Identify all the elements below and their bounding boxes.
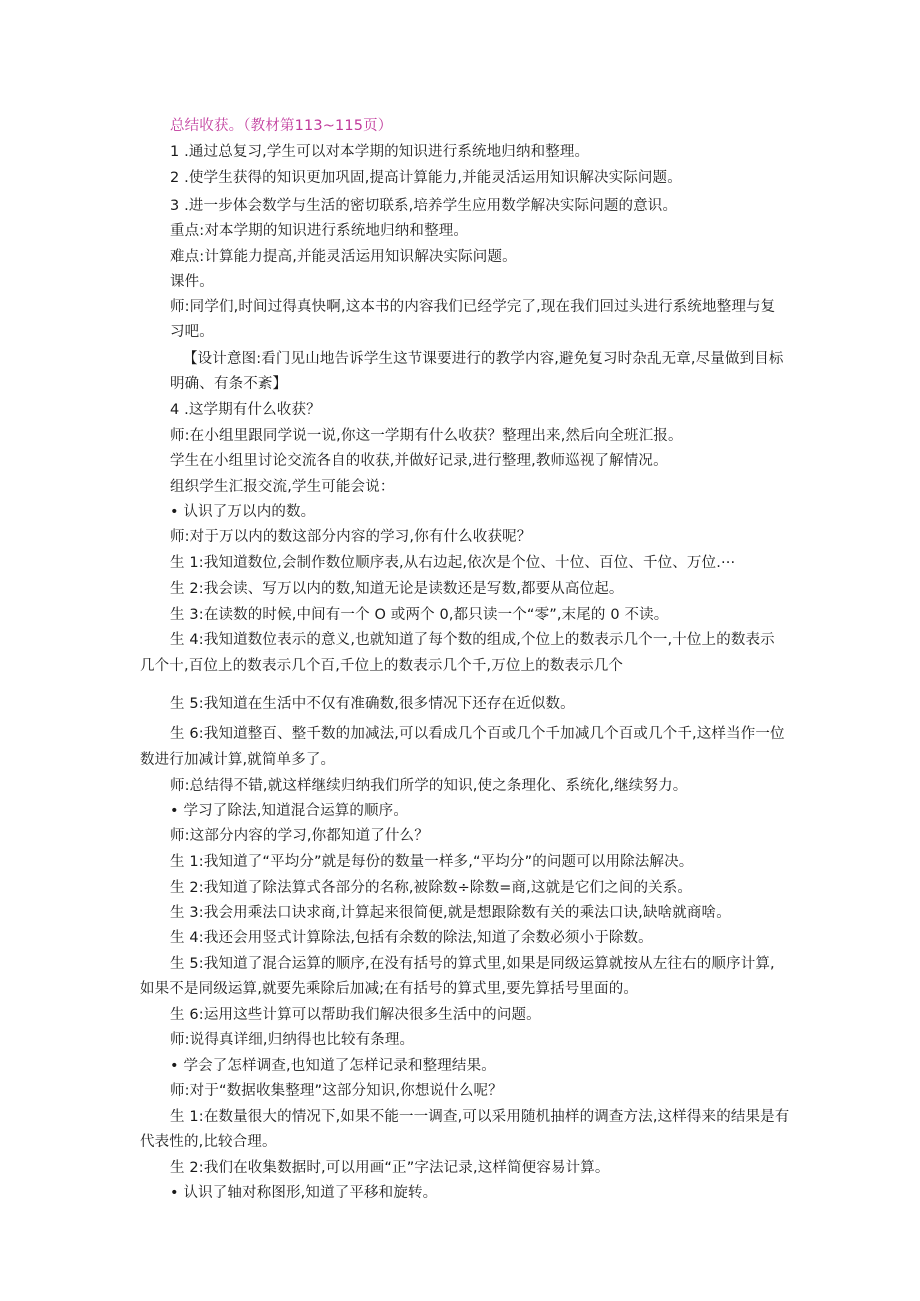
paragraph-line: 师:对于万以内的数这部分内容的学习,你有什么收获呢？ [170, 529, 532, 545]
objective-2: 2 .使学生获得的知识更加巩固,提高计算能力,并能灵活运用知识解决实际问题。 [170, 170, 682, 186]
paragraph-line: 数进行加减计算,就简单多了。 [140, 752, 336, 768]
paragraph-line: 习吧。 [170, 324, 214, 340]
materials: 课件。 [170, 274, 214, 290]
paragraph-line: 生 3:在读数的时候,中间有一个 O 或两个 0,都只读一个“零”,末尾的 0 不读。 [170, 607, 669, 623]
paragraph-line: 生 4:我知道数位表示的意义,也就知道了每个数的组成,个位上的数表示几个一,十位上的数表示 [170, 632, 775, 648]
paragraph-line: 生 1:我知道数位,会制作数位顺序表,从右边起,依次是个位、十位、百位、千位、万位.··· [170, 555, 736, 571]
paragraph-line: 代表性的,比较合理。 [140, 1134, 277, 1150]
paragraph-line: 几个十,百位上的数表示几个百,千位上的数表示几个千,万位上的数表示几个 [140, 658, 624, 674]
paragraph-line: 学生在小组里讨论交流各自的收获,并做好记录,进行整理,教师巡视了解情况。 [170, 453, 668, 469]
paragraph-line: 生 5:我知道了混合运算的顺序,在没有括号的算式里,如果是同级运算就按从左往右的顺序计算, [170, 956, 775, 972]
paragraph-line: 生 1:在数量很大的情况下,如果不能一一调查,可以采用随机抽样的调查方法,这样得来的结果是有 [170, 1109, 790, 1125]
design-intent: 【设计意图:看门见山地告诉学生这节课要进行的教学内容,避免复习时杂乱无章,尽量做到目标 [183, 351, 784, 367]
paragraph-line: 生 6:运用这些计算可以帮助我们解决很多生活中的问题。 [170, 1007, 541, 1023]
paragraph-line: 生 6:我知道整百、整千数的加减法,可以看成几个百或几个千加减几个百或几个千,这样当作一位 [170, 726, 785, 742]
paragraph-line: 师:说得真详细,归纳得也比较有条理。 [170, 1032, 415, 1048]
paragraph-line: 组织学生汇报交流,学生可能会说： [170, 479, 395, 495]
paragraph-line: 生 5:我知道在生活中不仅有准确数,很多情况下还存在近似数。 [170, 696, 575, 712]
paragraph-line: 生 2:我知道了除法算式各部分的名称,被除数÷除数=商,这就是它们之间的关系。 [170, 880, 693, 896]
objective-4: 4 .这学期有什么收获？ [170, 402, 321, 418]
objective-3: 3 .进一步体会数学与生活的密切联系,培养学生应用数学解决实际问题的意识。 [170, 198, 678, 214]
paragraph-line: 师:同学们,时间过得真快啊,这本书的内容我们已经学完了,现在我们回过头进行系统地整理与复 [170, 299, 776, 315]
bullet-item: • 认识了轴对称图形,知道了平移和旋转。 [170, 1185, 438, 1201]
bullet-item: • 学会了怎样调查,也知道了怎样记录和整理结果。 [170, 1058, 496, 1074]
key-point: 重点:对本学期的知识进行系统地归纳和整理。 [170, 223, 469, 239]
difficult-point: 难点:计算能力提高,并能灵活运用知识解决实际问题。 [170, 249, 517, 265]
paragraph-line: 生 4:我还会用竖式计算除法,包括有余数的除法,知道了余数必须小于除数。 [170, 930, 653, 946]
paragraph-line: 生 3:我会用乘法口诀求商,计算起来很简便,就是想跟除数有关的乘法口诀,缺啥就商啥。 [170, 905, 731, 921]
paragraph-line: 师:对于“数据收集整理”这部分知识,你想说什么呢？ [170, 1083, 503, 1099]
bullet-item: • 学习了除法,知道混合运算的顺序。 [170, 803, 408, 819]
paragraph-line: 师:在小组里跟同学说一说,你这一学期有什么收获？整理出来,然后向全班汇报。 [170, 428, 683, 444]
objective-1: 1 .通过总复习,学生可以对本学期的知识进行系统地归纳和整理。 [170, 144, 590, 160]
paragraph-line: 生 1:我知道了“平均分”就是每份的数量一样多,“平均分”的问题可以用除法解决。 [170, 854, 694, 870]
section-title: 总结收获。（教材第113~115页） [170, 118, 393, 134]
paragraph-line: 师:总结得不错,就这样继续归纳我们所学的知识,使之条理化、系统化,继续努力。 [170, 778, 688, 794]
paragraph-line: 师:这部分内容的学习,你都知道了什么？ [170, 828, 429, 844]
design-intent-cont: 明确、有条不紊】 [170, 376, 288, 392]
paragraph-line: 如果不是同级运算,就要先乘除后加减;在有括号的算式里,要先算括号里面的。 [140, 981, 639, 997]
paragraph-line: 生 2:我们在收集数据时,可以用画“正”字法记录,这样简便容易计算。 [170, 1160, 610, 1176]
bullet-item: • 认识了万以内的数。 [170, 504, 316, 520]
paragraph-line: 生 2:我会读、写万以内的数,知道无论是读数还是写数,都要从高位起。 [170, 581, 624, 597]
